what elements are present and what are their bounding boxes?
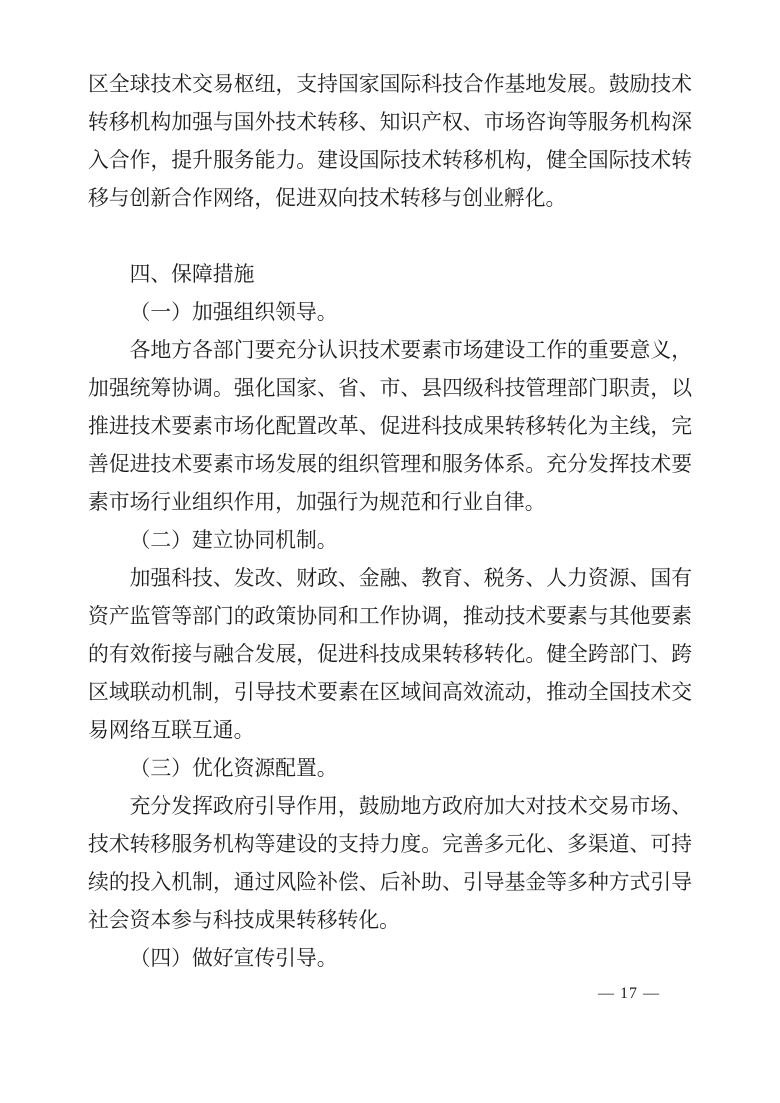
body-paragraph: 加强科技、发改、财政、金融、教育、税务、人力资源、国有资产监管等部门的政策协同和工作协调，推动技术要素与其他要素的有效衔接与融合发展，促进科技成果转移转化。健全跨部门、跨区域联动机制，引导技术要素在区域间高效流动，推动全国技术交易网络互联互通。 [88,567,692,742]
sub-heading: （一）加强组织领导。 [129,301,338,324]
body-paragraph: 充分发挥政府引导作用，鼓励地方政府加大对技术交易市场、技术转移服务机构等建设的支持力度。完善多元化、多渠道、可持续的投入机制，通过风险补偿、后补助、引导基金等多种方式引导社会资本参与科技成果转移转化。 [88,795,692,932]
document-text-block [88,66,692,978]
page-number: — 17 — [598,985,660,1002]
sub-heading: （三）优化资源配置。 [129,757,338,780]
section-heading: 四、保障措施 [129,263,255,286]
body-paragraph: 区全球技术交易枢纽，支持国家国际科技合作基地发展。鼓励技术转移机构加强与国外技术转移、知识产权、市场咨询等服务机构深入合作，提升服务能力。建设国际技术转移机构，健全国际技术转移与创新合作网络，促进双向技术转移与创业孵化。 [88,73,692,210]
body-paragraph: 各地方各部门要充分认识技术要素市场建设工作的重要意义，加强统筹协调。强化国家、省、市、县四级科技管理部门职责，以推进技术要素市场化配置改革、促进科技成果转移转化为主线，完善促进技术要素市场发展的组织管理和服务体系。充分发挥技术要素市场行业组织作用，加强行为规范和行业自律。 [88,339,692,514]
sub-heading: （四）做好宣传引导。 [129,947,338,970]
sub-heading: （二）建立协同机制。 [129,529,338,552]
